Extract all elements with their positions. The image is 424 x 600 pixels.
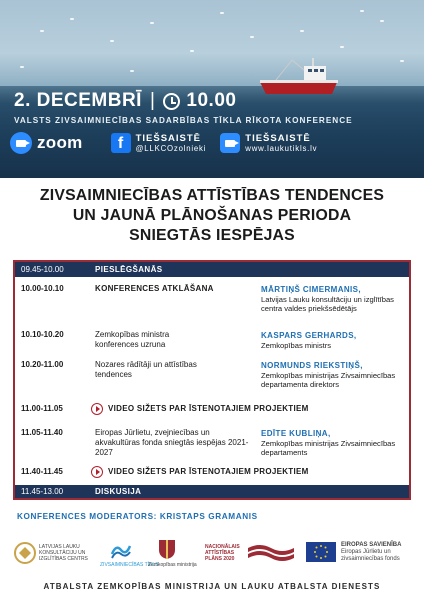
speaker-role: Latvijas Lauku konsultāciju un izglītības centra valdes priekšsēdētājs	[261, 295, 394, 313]
closing-time: 11.45-13.00	[21, 487, 64, 496]
network-logo-icon	[110, 540, 132, 560]
eu-flag-icon	[306, 542, 336, 562]
llkc-logo-icon	[14, 542, 36, 564]
title-line-3: SNIEGTĀS IESPĒJAS	[129, 227, 295, 244]
speaker-name: KASPARS GERHARDS,	[261, 331, 357, 340]
facebook-icon: f	[111, 133, 131, 153]
footer-support-text: ATBALSTA ZEMKOPĪBAS MINISTRIJA UN LAUKU ATBALSTA DIENESTS	[43, 582, 381, 591]
title-line-1: ZIVSAIMNIECĪBAS ATTĪSTĪBAS TENDENCES	[39, 187, 385, 204]
latvian-flag-icon	[248, 542, 294, 564]
sponsor-logos	[0, 534, 424, 580]
agenda-opening-row	[15, 262, 409, 277]
website-url: www.laukutikls.lv	[245, 143, 318, 153]
agenda-topic: Eiropas Jūrlietu, zvejniecības un akvakultūras fonda sniegtās iespējas 2021-2027	[95, 428, 249, 457]
llkc-logo-text: LATVIJAS LAUKU KONSULTĀCIJU UN IZGLĪTĪBAS CENTRS	[39, 544, 88, 562]
speaker-name: NORMUNDS RIEKSTIŅŠ,	[261, 361, 363, 370]
event-subtitle: VALSTS ZIVSAIMNIECĪBAS SADARBĪBAS TĪKLA RĪKOTA KONFERENCE	[14, 116, 353, 125]
agenda-closing-row	[15, 485, 409, 498]
play-video-icon[interactable]	[91, 466, 103, 478]
moderators-line: KONFERENCES MODERATORS: KRISTAPS GRAMANIS	[17, 512, 258, 521]
date-time-row	[14, 90, 236, 112]
agenda-time: 10.20-11.00	[21, 360, 64, 369]
agenda-topic: Zemkopības ministra konferences uzruna	[95, 330, 170, 349]
hero-banner	[0, 0, 424, 178]
agenda-table	[13, 260, 411, 500]
event-date: 2. DECEMBRĪ	[14, 90, 142, 111]
clock-icon	[163, 93, 180, 110]
facebook-handle: @LLKCOzolnieki	[135, 143, 207, 153]
agenda-topic: KONFERENCES ATKLĀŠANA	[95, 284, 214, 293]
ministry-logo-text: Zemkopības ministrija	[148, 562, 197, 568]
speaker-role: Zemkopības ministrs	[261, 341, 332, 350]
facebook-title: TIEŠSAISTĒ	[135, 132, 202, 144]
agenda-time: 11.40-11.45	[21, 467, 63, 476]
speaker-role: Zemkopības ministrijas Zivsaimniecības departaments	[261, 439, 396, 457]
agenda-speaker	[261, 330, 409, 350]
eu-logo-text: EIROPAS SAVIENĪBA Eiropas Jūrlietu un zivsaimniecības fonds	[341, 542, 402, 562]
coat-of-arms-icon	[157, 538, 177, 560]
agenda-speaker	[261, 360, 409, 389]
date-divider: |	[149, 90, 156, 111]
facebook-link[interactable]	[111, 133, 207, 154]
zoom-icon	[10, 132, 32, 154]
agenda-speaker	[261, 428, 409, 457]
website-link[interactable]	[220, 133, 317, 154]
conference-title	[0, 186, 424, 246]
agenda-topic: Nozares rādītāji un attīstības tendences	[95, 360, 197, 379]
agenda-time: 11.05-11.40	[21, 428, 63, 437]
network-logo-text: ZIVSAIMNIECĪBAS TĪKLS	[100, 562, 159, 568]
agenda-topic: VIDEO SIŽETS PAR ĪSTENOTAJIEM PROJEKTIEM	[108, 404, 309, 413]
video-camera-icon	[220, 133, 240, 153]
agenda-topic: VIDEO SIŽETS PAR ĪSTENOTAJIEM PROJEKTIEM	[108, 467, 309, 476]
opening-label: PIESLĒGŠANĀS	[95, 265, 163, 274]
speaker-name: EDĪTE KUBLIŅA,	[261, 429, 331, 438]
title-line-2: UN JAUNĀ PLĀNOŠANAS PERIODA	[72, 207, 352, 224]
website-title: TIEŠSAISTĒ	[245, 132, 311, 144]
national-plan-logo: NACIONĀLAIS ATTĪSTĪBAS PLĀNS 2020	[205, 544, 240, 562]
closing-label: DISKUSIJA	[95, 487, 142, 496]
zoom-label: zoom	[37, 133, 83, 152]
opening-time: 09.45-10.00	[21, 265, 64, 274]
speaker-name: MĀRTIŅŠ CIMERMANIS,	[261, 285, 362, 294]
fishing-boat-illustration	[256, 56, 342, 96]
agenda-speaker	[261, 284, 409, 313]
agenda-time: 10.10-10.20	[21, 330, 64, 339]
zoom-link[interactable]	[10, 132, 83, 154]
speaker-role: Zemkopības ministrijas Zivsaimniecības departamenta direktors	[261, 371, 396, 389]
event-time: 10.00	[186, 90, 237, 111]
agenda-time: 11.00-11.05	[21, 404, 63, 413]
agenda-time: 10.00-10.10	[21, 284, 64, 293]
online-links-row	[10, 132, 420, 154]
play-video-icon[interactable]	[91, 403, 103, 415]
